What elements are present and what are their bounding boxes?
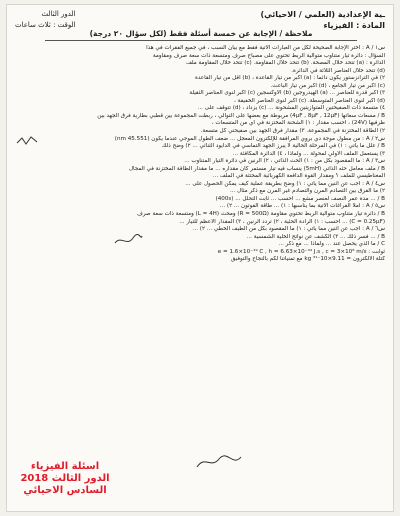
- question-line: B / مسعات سعاتها (4μF , 8μF , 12μF) مربوطة مع بعضها على التوالي ، ربطت المجموعة بين قطبي بطارية فرق الجهد بين: [97, 112, 385, 119]
- watermark-badge: [13, 461, 117, 497]
- question-line: س٤ / A : أجب عن اثنين مما يأتي : ١) وضح بطريقة عملية كيف يمكن الحصول على ...: [185, 180, 385, 187]
- question-line: ٢) في الترانزستور يكون دائماً : (a) أكبر من تيار القاعدة ، (b) أقل من تيار القاعدة: [194, 75, 385, 82]
- question-line: س٢ / A : من مطول موجة دي بروي المرافقة للإلكترون المعجل ... ضعف الطول الموجي عندما يكون (45.551 nm): [114, 135, 385, 142]
- question-line: السؤال : دائرة تيار متناوب متوالية الربط تحتوي على مصباح صرف ومتسعة ذات سعة صرف ومقاومة: [152, 52, 385, 59]
- question-line: (d) أكبر لنوى العناصر المتوسطة. (c) أكبر لنوى العناصر الخفيفة ،: [234, 97, 385, 104]
- question-line: طرفيها (24V) ، احسب مقدار : ١) الشحنة المختزنة في أي من المتسعات ،: [211, 120, 385, 127]
- question-line: C / ما الذي يحصل عند ... ولماذا ... مع ذكر ...: [278, 241, 385, 248]
- question-line: B / علل ما يأتي : ١) في المرحلة الحالية لا يبرز الجهد التماسي في الدايود الثنائي ... ٢) وضح ذلك: [161, 143, 385, 150]
- question-line: B / دائرة تيار متناوب متوالية الربط تحتوي مقاومة (R = 500Ω) ومحث (L = 4H) ومتسعة ذات سعة صرف: [137, 211, 385, 218]
- question-line: ٣) أكبر قدرة للعناصر ... (a) الهيدروجين (b) الأوكسجين (c) أكبر لنوى العناصر الثقيلة: [189, 90, 385, 97]
- badge-line-3: السادس الاحيائي: [23, 485, 107, 496]
- exam-header: [260, 9, 385, 31]
- question-line: ثوابت : e = 1.6×10⁻¹⁹ C , h = 6.63×10⁻³⁴ J.s , c = 3×10⁸ m/s: [217, 248, 385, 255]
- signature-icon: [195, 453, 243, 471]
- badge-line-2: الدور الثالث 2018: [20, 473, 110, 484]
- question-line: ٢) الطاقة المختزنة في المجموعة. ٣) مقدار فرق الجهد بين صفيحتي كل متسعة.: [200, 128, 385, 135]
- exam-header-left: [15, 9, 76, 31]
- question-line: س٦ / A : أجب عن اثنين مما يأتي : ١) ما المقصود بكل من الطيف الخطي ... ٢) ...: [192, 226, 385, 233]
- question-line: B / ... مدة عمر النصف لعنصر مشع ... احسب ... ثابت التحلل ... (400s): [215, 195, 385, 202]
- ink-mark-icon: [113, 233, 143, 247]
- question-line: B / ملف معامل حثه الذاتي (5mH) ينساب فيه تيار مستمر كان مقداره ... ما مقدار الطاقة المختزنة في المجال: [128, 165, 385, 172]
- question-line: ٣) يستعمل الملف الأولي لمحولة ... ولماذا ، ٤) الدائرة المكافئة ...: [232, 150, 385, 157]
- exam-branch: ـية الإعدادية (العلمي / الاحيائي): [260, 10, 385, 19]
- question-line: ٤) متسعة ذات الصفيحتين المتوازيتين المشحونة ... (c) يزداد ، (d) تتوقف على ...: [197, 105, 385, 112]
- question-line: س٣ / A : ما المقصود بكل من : ١) الحث الذاتي ، ٢) الرنين في دائرة التيار المتناوب ...: [184, 158, 385, 165]
- question-line: B / ... فسر ذلك ... ٣) الكشف عن نواتج الخلية الشمسية ...: [246, 233, 385, 240]
- exam-subject: المادة : الفيزياء: [323, 21, 385, 30]
- question-line: الدائرة : (a) تتحد خلال المصحة. (b) تتحد خلال المقاومة. (c) تتحد خلال المقاومة ملف: [186, 60, 385, 67]
- exam-page: [6, 4, 394, 512]
- question-list: [13, 45, 385, 264]
- question-line: س١ / A : اختر الإجابة الصحيحة لكل من العبارات الآتية فقط مع بيان السبب ، في جميع الفقرات في هذا: [146, 45, 385, 51]
- badge-line-1: اسئلة الفيزياء: [30, 461, 100, 472]
- question-line: المغناطيسي للملف ؟ ومقدار القوة الدافعة الكهربائية المحتثة في الملف ...: [212, 173, 385, 180]
- question-line: (c) أكبر من تيار الجامع ، (d) أكبر من تيار الباعث.: [270, 82, 385, 89]
- ink-scribble-icon: [16, 135, 38, 147]
- exam-round: الدور الثالث: [41, 10, 76, 18]
- exam-notice: ملاحظة / الإجابة عن خمسة أسئلة فقط (لكل سؤال ٢٠ درجة): [45, 29, 357, 41]
- question-line: (C = 0.25μF) ... احسب : ١) الرادة الحثية ، ٢) تردد الرنين ، ٣) المقدار الأعظم للتيار ...: [179, 218, 385, 225]
- question-line: (d) تتحد خلال العناصر الثلاثة في الدائرة.: [291, 67, 385, 74]
- question-line: ٢) ما الفرق بين التصادم المرن والتصادم غير المرن مع ذكر مثال ...: [230, 188, 385, 195]
- question-line: كتلة الالكترون = 9.11×10⁻³¹ kg مع تمنياتنا لكم بالنجاح والتوفيق: [230, 256, 385, 263]
- question-line: س٥ / A : املأ الفراغات الآتية بما يناسبها : ١) ... طاقة الفوتون ... ٢) ...: [219, 203, 385, 210]
- exam-time: الوقت : ثلاث ساعات: [15, 21, 76, 29]
